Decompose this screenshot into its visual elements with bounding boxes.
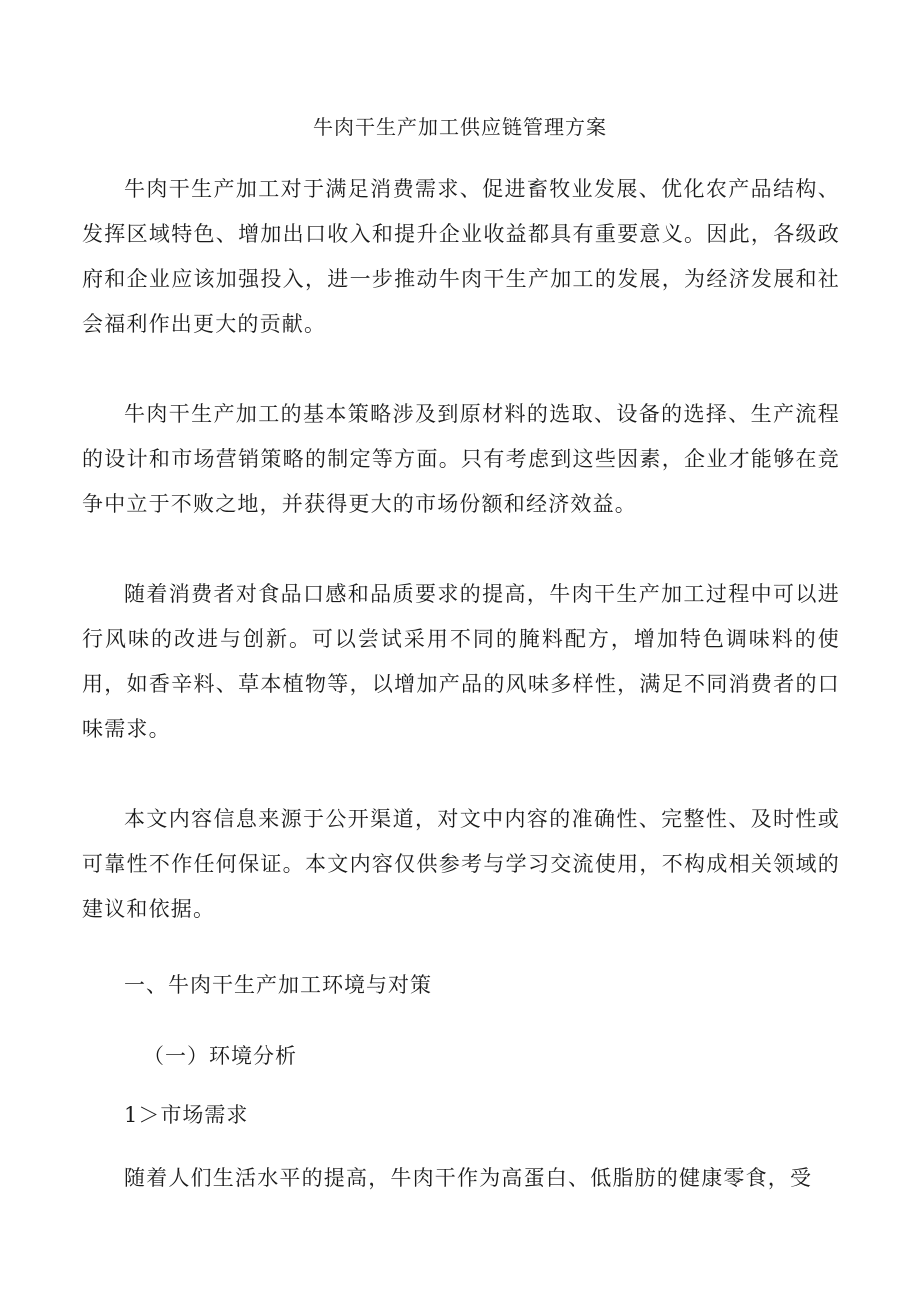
paragraph-significance: 牛肉干生产加工对于满足消费需求、促进畜牧业发展、优化农产品结构、发挥区域特色、增加出口收入和提升企业收益都具有重要意义。因此，各级政府和企业应该加强投入，进一步推动牛肉干生产加工的发展，为经济发展和社会福利作出更大的贡献。: [82, 177, 840, 336]
section-heading: 一、牛肉干生产加工环境与对策: [124, 973, 432, 997]
paragraph-basic-strategy: 牛肉干生产加工的基本策略涉及到原材料的选取、设备的选择、生产流程的设计和市场营销策略的制定等方面。只有考虑到这些因素，企业才能够在竞争中立于不败之地，并获得更大的市场份额和经济效益。: [82, 402, 840, 516]
item-heading: 1＞市场需求: [124, 1103, 249, 1127]
document-title: 牛肉干生产加工供应链管理方案: [313, 115, 607, 139]
paragraph-disclaimer: 本文内容信息来源于公开渠道，对文中内容的准确性、完整性、及时性或可靠性不作任何保证。本文内容仅供参考与学习交流使用，不构成相关领域的建议和依据。: [82, 807, 840, 921]
paragraph-flavor-innovation: 随着消费者对食品口感和品质要求的提高，牛肉干生产加工过程中可以进行风味的改进与创新。可以尝试采用不同的腌料配方，增加特色调味料的使用，如香辛料、草本植物等，以增加产品的风味多样性，满足不同消费者的口味需求。: [82, 582, 840, 741]
subsection-heading: （一）环境分析: [143, 1044, 297, 1068]
paragraph-market-demand: 随着人们生活水平的提高，牛肉干作为高蛋白、低脂肪的健康零食，受: [124, 1166, 813, 1190]
